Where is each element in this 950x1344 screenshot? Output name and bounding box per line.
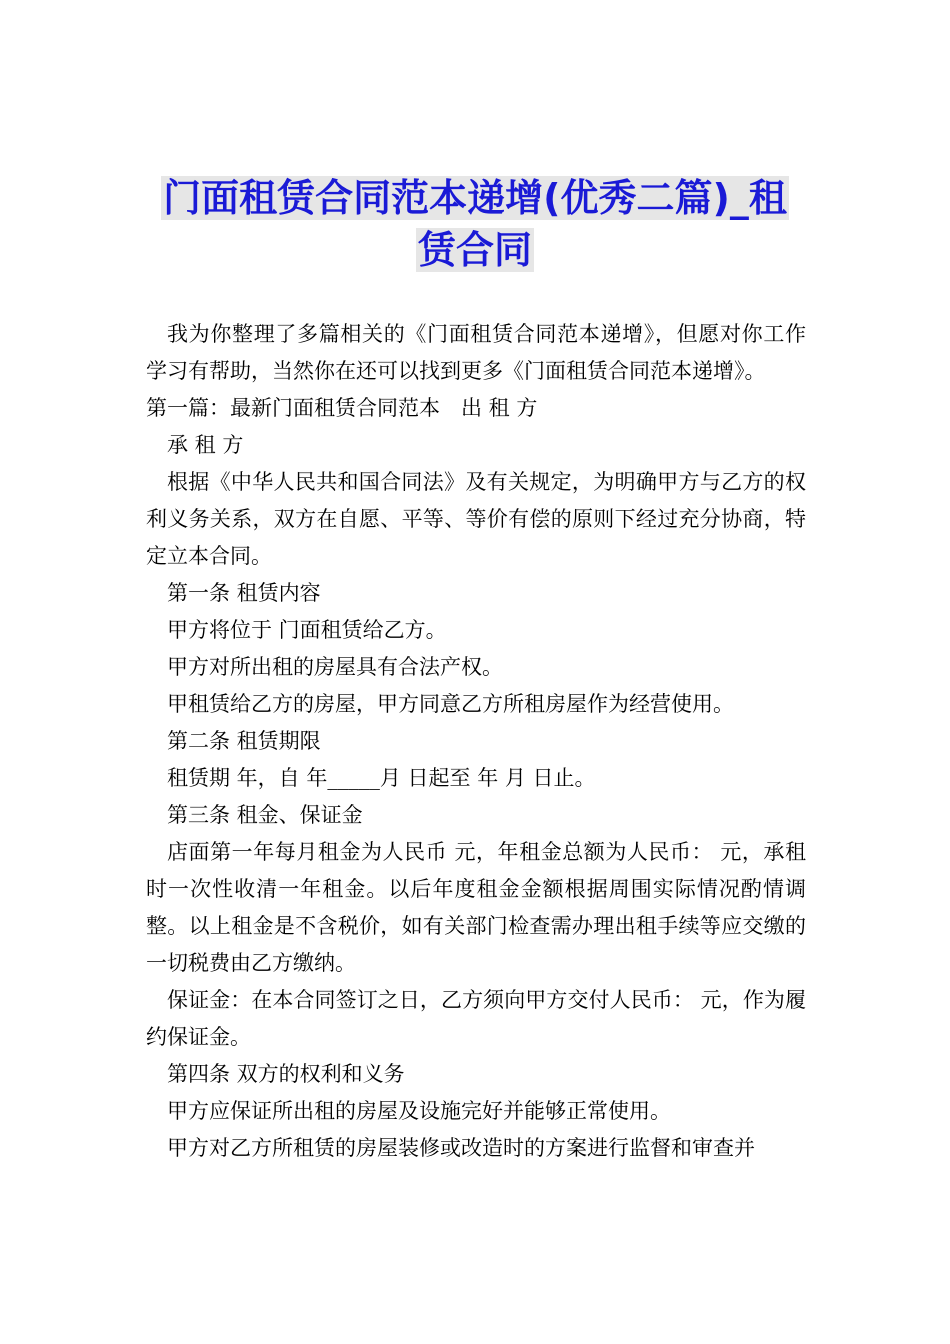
paragraph: 承 租 方 (167, 433, 244, 457)
paragraph: 甲方将位于 门面租赁给乙方。 (167, 618, 447, 642)
paragraph: 第一篇：最新门面租赁合同范本 出 租 方 (146, 396, 538, 420)
paragraph: 甲方对所出租的房屋具有合法产权。 (167, 655, 503, 679)
paragraph: 保证金：在本合同签订之日，乙方须向甲方交付人民币： 元，作为履约保证金。 (146, 988, 806, 1049)
document-body (146, 316, 806, 1167)
paragraph: 第二条 租赁期限 (167, 729, 321, 753)
document-title (150, 172, 800, 276)
paragraph: 租赁期 年，自 年_____月 日起至 年 月 日止。 (167, 766, 596, 790)
paragraph: 我为你整理了多篇相关的《门面租赁合同范本递增》，但愿对你工作学习有帮助，当然你在还可以找到更多《门面租赁合同范本递增》。 (146, 322, 806, 383)
paragraph: 甲方对乙方所租赁的房屋装修或改造时的方案进行监督和审查并 (167, 1136, 755, 1160)
paragraph: 第一条 租赁内容 (167, 581, 321, 605)
paragraph: 店面第一年每月租金为人民币 元，年租金总额为人民币： 元，承租时一次性收清一年租金。以后年度租金金额根据周围实际情况酌情调整。以上租金是不含税价，如有关部门检查需办理出租手续等应交缴的一切税费由乙方缴纳。 (146, 840, 806, 975)
paragraph: 根据《中华人民共和国合同法》及有关规定，为明确甲方与乙方的权利义务关系，双方在自愿、平等、等价有偿的原则下经过充分协商，特定立本合同。 (146, 470, 806, 568)
document-title-line-2: 赁合同 (417, 228, 532, 272)
document-title-line-1: 门面租赁合同范本递增(优秀二篇)_租 (163, 176, 787, 220)
paragraph: 甲租赁给乙方的房屋，甲方同意乙方所租房屋作为经营使用。 (167, 692, 734, 716)
paragraph: 第四条 双方的权利和义务 (167, 1062, 405, 1086)
paragraph: 甲方应保证所出租的房屋及设施完好并能够正常使用。 (167, 1099, 671, 1123)
paragraph: 第三条 租金、保证金 (167, 803, 363, 827)
